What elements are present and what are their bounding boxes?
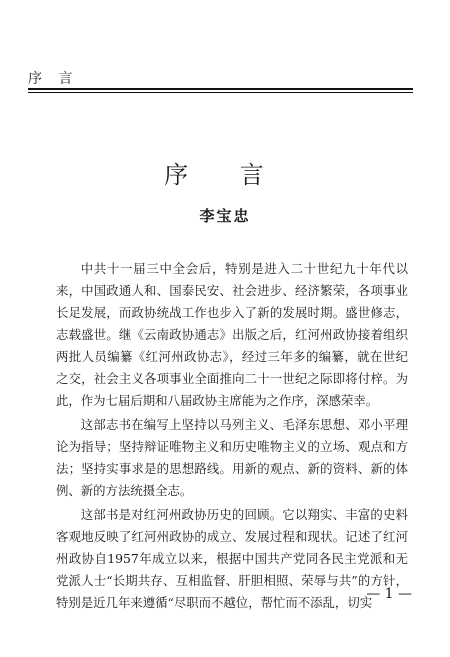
author-name: 李宝忠 [199, 207, 251, 225]
body-text [56, 258, 408, 616]
header-rule [28, 88, 413, 93]
running-head: 序 言 [28, 71, 79, 87]
page-number: — 1 — [366, 586, 412, 602]
paragraph: 这部志书在编写上坚持以马列主义、毛泽东思想、邓小平理论为指导；坚持辩证唯物主义和历史唯物主义的立场、观点和方法；坚持实事求是的思想路线。用新的观点、新的资料、新的体例、新的方法统摄全志。 [56, 417, 408, 498]
paragraph: 中共十一届三中全会后，特别是进入二十世纪九十年代以来，中国政通人和、国泰民安、社会进步、经济繁荣，各项事业长足发展，而政协统战工作也步入了新的发展时期。盛世修志，志载盛世。继《云南政协通志》出版之后，红河州政协接着组织两批人员编纂《红河州政协志》，经过三年多的编纂，就在世纪之交，社会主义各项事业全面推向二十一世纪之际即将付梓。为此，作为七届后期和八届政协主席能为之作序，深感荣幸。 [56, 261, 408, 408]
paragraph: 这部书是对红河州政协历史的回顾。它以翔实、丰富的史料客观地反映了红河州政协的成立、发展过程和现状。记述了红河州政协自1957年成立以来，根据中国共产党同各民主党派和无党派人士“长期共存、互相监督、肝胆相照、荣辱与共”的方针，特别是近几年来遵循“尽职而不越位，帮忙而不添乱，切实 [56, 507, 408, 610]
page-title: 序 言 [164, 161, 286, 189]
